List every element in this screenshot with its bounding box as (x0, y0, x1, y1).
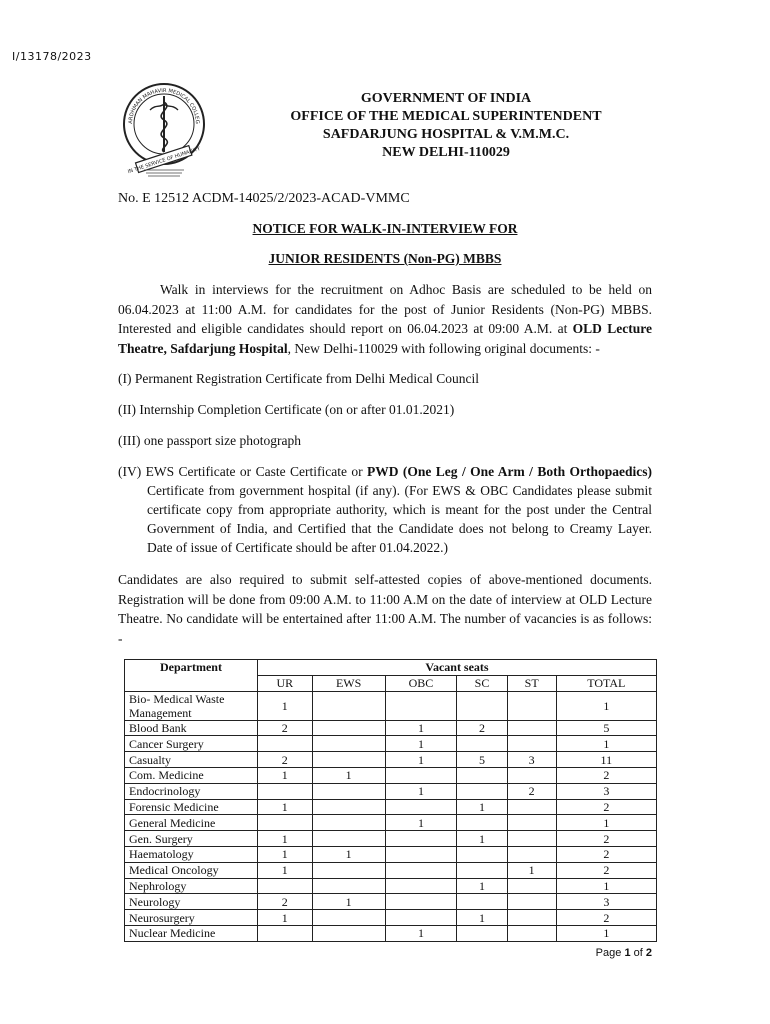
intro-paragraph (118, 280, 652, 358)
vacancy-cell: 2 (556, 862, 656, 878)
vacancy-cell (507, 925, 556, 941)
vacancy-cell (457, 691, 507, 720)
vacancy-cell (258, 925, 313, 941)
table-row (125, 799, 657, 815)
column-header-obc: OBC (385, 675, 457, 691)
department-cell: Cancer Surgery (125, 736, 258, 752)
vacancy-cell (507, 815, 556, 831)
vacancy-cell (385, 878, 457, 894)
document-item-4 (118, 462, 652, 557)
department-cell: Endocrinology (125, 783, 258, 799)
header-line-3: SAFDARJUNG HOSPITAL & V.M.M.C. (322, 127, 570, 142)
vacancy-cell (312, 910, 385, 926)
vacancy-cell: 1 (556, 878, 656, 894)
page-label: Page (595, 947, 622, 959)
vacancy-cell (258, 783, 313, 799)
intro-text-2: , New Delhi-110029 with following original documents: - (287, 340, 600, 356)
vacancy-cell: 1 (457, 878, 507, 894)
vacancy-cell (312, 878, 385, 894)
department-cell: Casualty (125, 752, 258, 768)
vacancy-cell (312, 925, 385, 941)
vacancy-cell: 1 (457, 910, 507, 926)
vacancy-cell: 1 (258, 846, 313, 862)
vacancy-cell (507, 878, 556, 894)
header-line-4: NEW DELHI-110029 (382, 145, 510, 160)
table-row (125, 925, 657, 941)
vacancy-cell: 11 (556, 752, 656, 768)
vacancy-table (124, 659, 657, 942)
vacancy-cell (385, 862, 457, 878)
reference-stamp: I/13178/2023 (12, 50, 92, 63)
table-row (125, 783, 657, 799)
vacancy-cell (507, 831, 556, 847)
vacancy-cell (507, 691, 556, 720)
vacancy-cell (507, 767, 556, 783)
department-cell: Bio- Medical Waste Management (125, 691, 258, 720)
vacancy-cell: 1 (258, 799, 313, 815)
vacancy-cell (507, 846, 556, 862)
vacancy-cell: 1 (385, 736, 457, 752)
vacancy-cell (457, 894, 507, 910)
vacancy-cell (507, 720, 556, 736)
department-cell: Nuclear Medicine (125, 925, 258, 941)
vacancy-cell (457, 815, 507, 831)
vacancy-cell (457, 862, 507, 878)
vacancy-cell (258, 736, 313, 752)
vacancy-cell: 2 (556, 767, 656, 783)
vacancy-cell: 1 (556, 691, 656, 720)
vacancy-cell: 1 (507, 862, 556, 878)
notice-subtitle: JUNIOR RESIDENTS (Non-PG) MBBS (268, 251, 502, 266)
table-row (125, 878, 657, 894)
document-item-2: (II) Internship Completion Certificate (on or after 01.01.2021) (118, 402, 455, 417)
vacancy-cell (312, 831, 385, 847)
logo-text-bottom: IN THE SERVICE OF HUMANITY (127, 145, 202, 176)
department-cell: Nephrology (125, 878, 258, 894)
table-row (125, 831, 657, 847)
table-row (125, 846, 657, 862)
page-total: 2 (645, 947, 652, 959)
vacancy-cell: 5 (457, 752, 507, 768)
table-row (125, 736, 657, 752)
intro-text-1: Walk in interviews for the recruitment on Adhoc Basis are scheduled to be held on 06.04.2023 at 11:00 A.M. for candidates for the post of Junior Residents (Non-PG) MBBS. Interested and eligible candidates should report on 06.04.2023 at 09:00 A.M. at (118, 282, 652, 336)
vacancy-cell (385, 799, 457, 815)
vacancy-cell (312, 783, 385, 799)
table-row (125, 752, 657, 768)
document-item-4-pwd: PWD (One Leg / One Arm / Both Orthopaedics) (367, 464, 652, 479)
vacancy-cell (385, 767, 457, 783)
vacancy-cell: 3 (556, 783, 656, 799)
vacancy-cell: 1 (258, 767, 313, 783)
vacancy-cell (385, 910, 457, 926)
vacancy-cell (312, 691, 385, 720)
vacancy-cell: 1 (385, 783, 457, 799)
vacancy-cell (385, 831, 457, 847)
vacant-seats-header: Vacant seats (258, 660, 657, 676)
vacancy-cell: 2 (556, 831, 656, 847)
department-cell: Neurology (125, 894, 258, 910)
vacancy-cell (312, 799, 385, 815)
header-line-1: GOVERNMENT OF INDIA (360, 91, 532, 106)
vacancy-cell (507, 799, 556, 815)
vacancy-cell: 3 (507, 752, 556, 768)
vacancy-cell (457, 925, 507, 941)
table-row (125, 894, 657, 910)
vacancy-cell (312, 862, 385, 878)
vacancy-cell (457, 783, 507, 799)
table-row (125, 815, 657, 831)
vacancy-cell: 1 (556, 736, 656, 752)
vacancy-cell: 1 (556, 815, 656, 831)
department-cell: Medical Oncology (125, 862, 258, 878)
column-header-ur: UR (258, 675, 313, 691)
vacancy-cell: 2 (258, 720, 313, 736)
vacancy-cell (457, 736, 507, 752)
vacancy-cell (507, 894, 556, 910)
vacancy-cell: 1 (385, 720, 457, 736)
table-row (125, 720, 657, 736)
vacancy-cell (312, 752, 385, 768)
vacancy-cell (385, 846, 457, 862)
vacancy-cell (312, 720, 385, 736)
svg-text:VARDHMAN MAHAVIR MEDICAL COLLE (118, 74, 200, 124)
vacancy-cell: 1 (312, 846, 385, 862)
reference-number: No. E 12512 ACDM-14025/2/2023-ACAD-VMMC (118, 191, 410, 206)
letterhead (240, 90, 652, 162)
vacancy-cell: 1 (258, 691, 313, 720)
column-header-st: ST (507, 675, 556, 691)
department-cell: Neurosurgery (125, 910, 258, 926)
document-item-3: (III) one passport size photograph (118, 433, 301, 448)
page-footer (596, 947, 652, 959)
department-cell: Gen. Surgery (125, 831, 258, 847)
vacancy-cell: 1 (312, 767, 385, 783)
vacancy-cell: 2 (556, 910, 656, 926)
document-item-4-text-1: (IV) EWS Certificate or Caste Certificate or (118, 464, 367, 479)
vacancy-cell (507, 910, 556, 926)
page-current: 1 (624, 947, 631, 959)
document-item-1: (I) Permanent Registration Certificate from Delhi Medical Council (118, 371, 480, 386)
header-line-2: OFFICE OF THE MEDICAL SUPERINTENDENT (290, 109, 602, 124)
vacancy-cell: 1 (258, 831, 313, 847)
department-cell: Com. Medicine (125, 767, 258, 783)
column-header-sc: SC (457, 675, 507, 691)
department-cell: Blood Bank (125, 720, 258, 736)
column-header-total: TOTAL (556, 675, 656, 691)
vacancy-table-body (125, 691, 657, 941)
table-row (125, 910, 657, 926)
vacancy-cell: 1 (385, 925, 457, 941)
vacancy-cell (258, 878, 313, 894)
vacancy-cell: 1 (258, 862, 313, 878)
closing-paragraph: Candidates are also required to submit self-attested copies of above-mentioned documents. Registration will be done from 09:00 A.M. to 11:00 A.M on the date of interview at OLD Lecture Theatre. No candidate will be entertained after 11:00 A.M. The number of vacancies is as follows: - (118, 572, 652, 646)
vacancy-cell (457, 767, 507, 783)
vacancy-cell (457, 846, 507, 862)
vacancy-cell: 2 (556, 846, 656, 862)
vacancy-cell: 2 (258, 894, 313, 910)
vacancy-cell: 2 (507, 783, 556, 799)
vacancy-cell (312, 736, 385, 752)
vacancy-cell (258, 815, 313, 831)
vacancy-cell: 1 (457, 831, 507, 847)
hospital-logo (118, 74, 210, 178)
vacancy-cell: 1 (457, 799, 507, 815)
vacancy-cell: 1 (556, 925, 656, 941)
vacancy-cell: 2 (457, 720, 507, 736)
venue-text: OLD Lecture Theatre, Safdarjung Hospital (118, 321, 652, 356)
table-row (125, 691, 657, 720)
column-header-ews: EWS (312, 675, 385, 691)
vacancy-cell: 1 (385, 752, 457, 768)
department-cell: General Medicine (125, 815, 258, 831)
vacancy-cell (385, 691, 457, 720)
vacancy-cell: 1 (258, 910, 313, 926)
dept-header: Department (125, 660, 258, 692)
department-cell: Forensic Medicine (125, 799, 258, 815)
vacancy-cell: 2 (556, 799, 656, 815)
table-row (125, 862, 657, 878)
logo-text-top: ARDHMAN MAHAVIR MEDICAL COLLEG (127, 87, 201, 125)
vacancy-cell: 1 (385, 815, 457, 831)
vacancy-cell: 1 (312, 894, 385, 910)
table-row (125, 767, 657, 783)
vacancy-cell: 5 (556, 720, 656, 736)
notice-title: NOTICE FOR WALK-IN-INTERVIEW FOR (252, 221, 518, 236)
document-item-4-text-2: Certificate from government hospital (if any). (For EWS & OBC Candidates please submit certificate copy from appropriate authority, which is meant for the post under the Central Government of India, and Certified that the Candidate does not belong to Creamy Layer. Date of issue of Certificate should be after 01.04.2022.) (147, 483, 652, 555)
vacancy-cell (385, 894, 457, 910)
vacancy-cell: 3 (556, 894, 656, 910)
department-cell: Haematology (125, 846, 258, 862)
vacancy-cell (507, 736, 556, 752)
vacancy-cell: 2 (258, 752, 313, 768)
of-label: of (633, 947, 643, 959)
vacancy-cell (312, 815, 385, 831)
